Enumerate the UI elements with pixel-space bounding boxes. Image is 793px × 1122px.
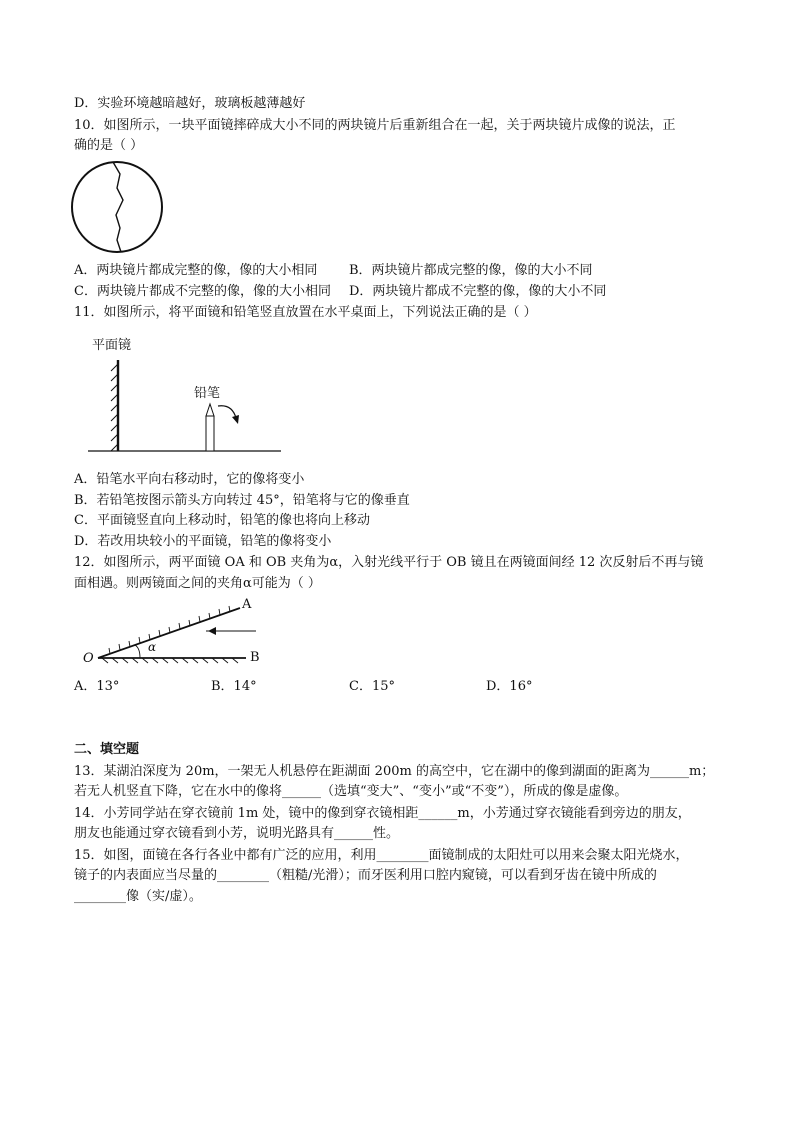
q13-line1: 13．某湖泊深度为 20m，一架无人机悬停在距湖面 200m 的高空中，它在湖中的像到湖面的距离为______m； xyxy=(74,764,715,779)
q12-option-b: B．14° xyxy=(211,679,257,694)
q12-figure xyxy=(78,596,278,671)
angle-arc xyxy=(135,645,140,658)
q12-stem-line2: 面相遇。则两镜面之间的夹角α可能为（ ） xyxy=(74,576,321,591)
q10-option-d: D．两块镜片都成不完整的像，像的大小不同 xyxy=(349,284,607,299)
q15-line2: 镜子的内表面应当尽量的________（粗糙/光滑）；而牙医利用口腔内窥镜，可以看到牙齿在镜中所成的 xyxy=(74,868,657,883)
q9-option-d: D．实验环境越暗越好，玻璃板越薄越好 xyxy=(74,96,306,111)
label-a: A xyxy=(242,597,252,612)
q14-line2: 朋友也能通过穿衣镜看到小芳，说明光路具有______性。 xyxy=(74,826,400,841)
label-b: B xyxy=(250,650,260,665)
section-title: 二、填空题 xyxy=(74,742,140,757)
q10-stem-line2: 确的是（ ） xyxy=(74,138,144,153)
q11-stem: 11．如图所示，将平面镜和铅笔竖直放置在水平桌面上，下列说法正确的是（ ） xyxy=(74,305,537,320)
rotate-arrow-icon xyxy=(218,406,239,424)
mirror-shape xyxy=(111,360,118,451)
q12-option-c: C．15° xyxy=(349,679,395,694)
q11-option-b: B．若铅笔按图示箭头方向转过 45°，铅笔将与它的像垂直 xyxy=(74,493,410,508)
q11-option-a: A．铅笔水平向右移动时，它的像将变小 xyxy=(74,472,305,487)
q10-option-c: C．两块镜片都成不完整的像，像的大小相同 xyxy=(74,284,331,299)
q10-figure-broken-mirror xyxy=(70,160,166,256)
mirror-ob xyxy=(98,658,246,663)
q14-line1: 14．小芳同学站在穿衣镜前 1m 处，镜中的像到穿衣镜相距______m，小芳通过穿衣镜能看到旁边的朋友， xyxy=(74,806,691,821)
q11-option-c: C．平面镜竖直向上移动时，铅笔的像也将向上移动 xyxy=(74,513,370,528)
q15-line1: 15．如图，面镜在各行各业中都有广泛的应用，利用________面镜制成的太阳灶可以用来会聚太阳光烧水， xyxy=(74,848,689,863)
mirror-oa xyxy=(98,606,240,658)
q10-option-a: A．两块镜片都成完整的像，像的大小相同 xyxy=(74,263,318,278)
q12-stem-line1: 12．如图所示，两平面镜 OA 和 OB 夹角为α，入射光线平行于 OB 镜且在两镜面间经 12 次反射后不再与镜 xyxy=(74,555,704,570)
label-alpha: α xyxy=(148,640,157,654)
q12-option-a: A．13° xyxy=(74,679,120,694)
q10-stem-line1: 10．如图所示，一块平面镜摔碎成大小不同的两块镜片后重新组合在一起，关于两块镜片成像的说法，正 xyxy=(74,118,676,133)
q13-line2: 若无人机竖直下降，它在水中的像将______（选填“变大”、“变小”或“不变”），所成的像是虚像。 xyxy=(74,784,628,799)
q15-line3: ________像（实/虚）。 xyxy=(74,889,202,904)
crack-line xyxy=(113,162,123,252)
pencil-label: 铅笔 xyxy=(194,386,221,401)
q11-figure xyxy=(86,332,286,457)
q12-option-d: D．16° xyxy=(486,679,533,694)
label-o: O xyxy=(83,651,94,666)
mirror-label: 平面镜 xyxy=(92,338,132,353)
q10-option-b: B．两块镜片都成完整的像，像的大小不同 xyxy=(349,263,593,278)
incident-ray xyxy=(206,627,256,635)
pencil-shape xyxy=(206,404,214,451)
q11-option-d: D．若改用块较小的平面镜，铅笔的像将变小 xyxy=(74,534,332,549)
